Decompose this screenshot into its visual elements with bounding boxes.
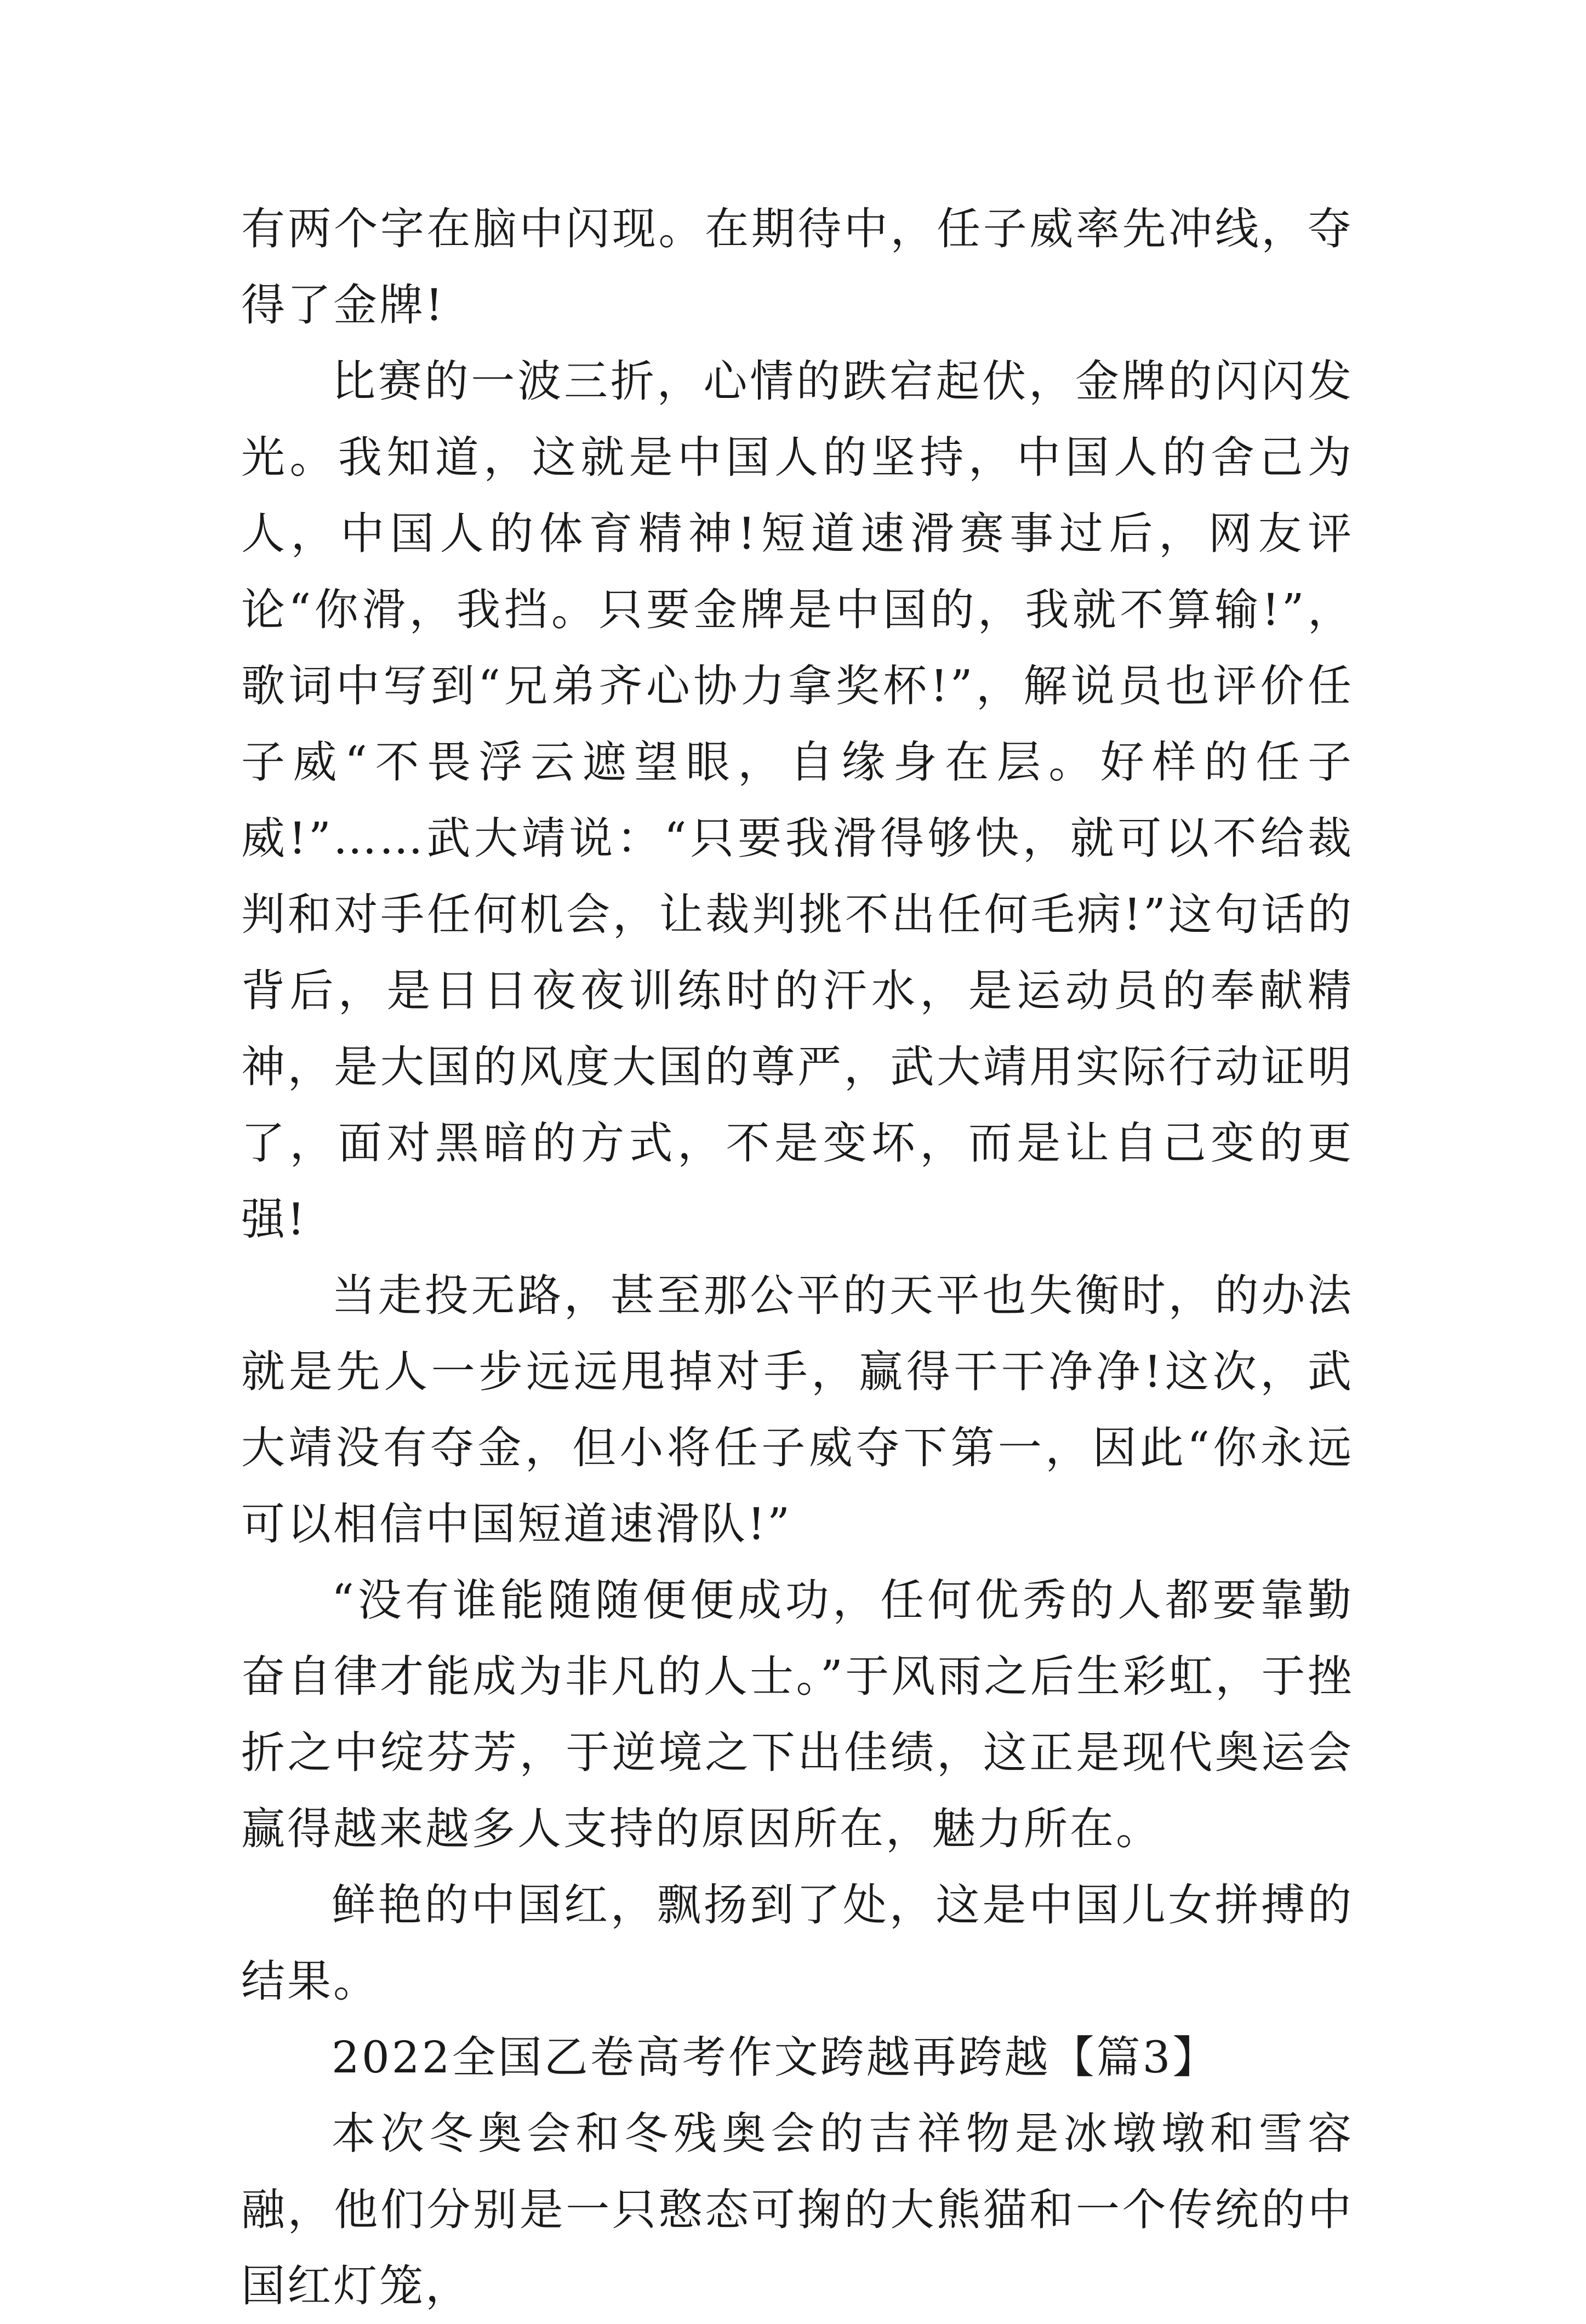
document-body — [241, 191, 1354, 2324]
paragraph-china-red: 鲜艳的中国红，飘扬到了处，这是中国儿女拼搏的结果。 — [241, 1879, 1354, 2007]
paragraph-quote-success: “没有谁能随随便便成功，任何优秀的人都要靠勤奋自律才能成为非凡的人士。”于风雨之后生彩虹，于挫折之中绽芬芳，于逆境之下出佳绩，这正是现代奥运会赢得越来越多人支持的原因所在，魅力所在。 — [241, 1575, 1354, 1854]
paragraph-mascots: 本次冬奥会和冬残奥会的吉祥物是冰墩墩和雪容融，他们分别是一只憨态可掬的大熊猫和一个传统的中国红灯笼， — [241, 2108, 1354, 2311]
paragraph-continuation: 有两个字在脑中闪现。在期待中，任子威率先冲线，夺得了金牌! — [241, 203, 1354, 331]
paragraph-short-track-spirit: 比赛的一波三折，心情的跌宕起伏，金牌的闪闪发光。我知道，这就是中国人的坚持，中国人的舍己为人，中国人的体育精神!短道速滑赛事过后，网友评论“你滑，我挡。只要金牌是中国的，我就不算输!”，歌词中写到“兄弟齐心协力拿奖杯!”，解说员也评价任子威“不畏浮云遮望眼，自缘身在层。好样的任子威!”……武大靖说：“只要我滑得够快，就可以不给裁判和对手任何机会，让裁判挑不出任何毛病!”这句话的背后，是日日夜夜训练时的汗水，是运动员的奉献精神，是大国的风度大国的尊严，武大靖用实际行动证明了，面对黑暗的方式，不是变坏，而是让自己变的更强! — [241, 356, 1354, 1245]
paragraph-wu-dajing: 当走投无路，甚至那公平的天平也失衡时，的办法就是先人一步远远甩掉对手，赢得干干净净!这次，武大靖没有夺金，但小将任子威夺下第一，因此“你永远可以相信中国短道速滑队!” — [241, 1270, 1354, 1550]
section-heading: 2022全国乙卷高考作文跨越再跨越【篇3】 — [332, 2032, 1219, 2083]
